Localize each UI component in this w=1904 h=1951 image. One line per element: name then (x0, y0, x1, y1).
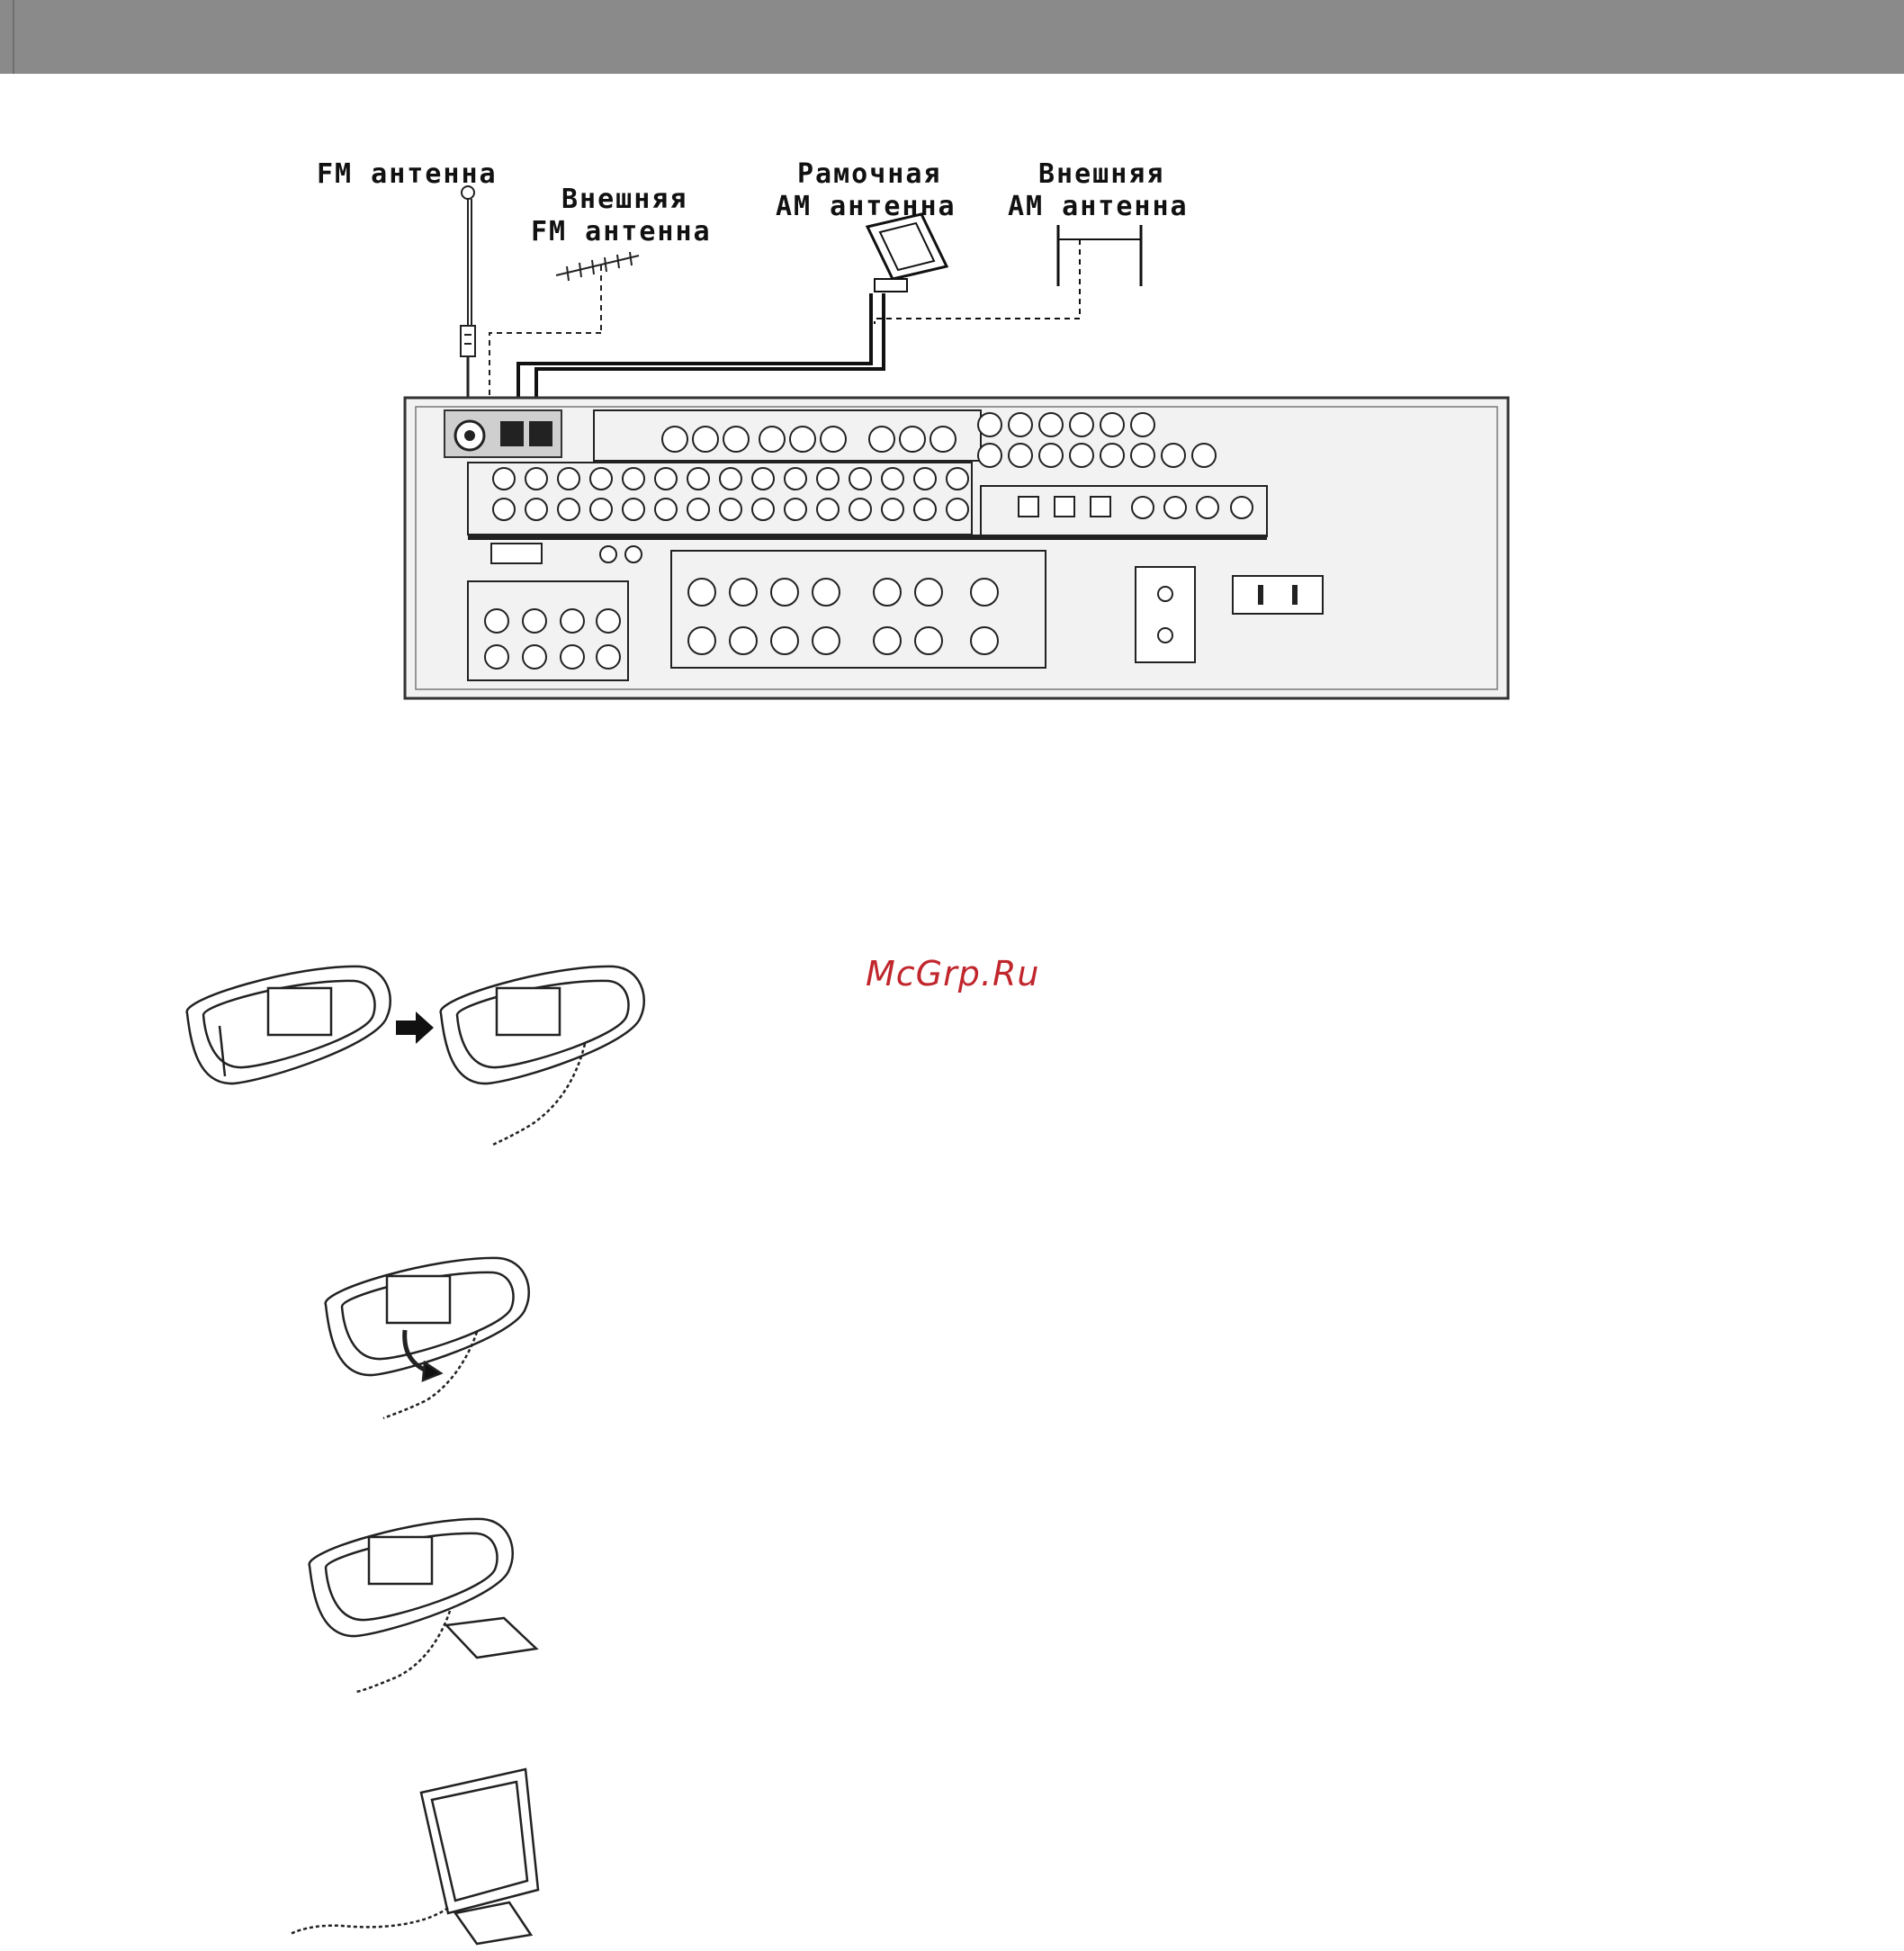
external-fm-label-line1: Внешняя (561, 184, 688, 215)
loop-assembly-step3 (310, 1519, 536, 1692)
external-fm-label-line2: FM антенна (531, 216, 712, 247)
external-am-label-line1: Внешняя (1038, 158, 1165, 190)
loop-am-antenna-icon (518, 214, 947, 423)
loop-am-label-line2: AM антенна (776, 191, 956, 222)
loop-am-label-line1: Рамочная (797, 158, 942, 190)
fm-antenna-icon (461, 186, 475, 423)
loop-assembly-step1 (187, 967, 644, 1145)
arrow-right-icon (396, 1011, 434, 1044)
fm-antenna-label: FM антенна (317, 158, 498, 190)
external-am-label-line2: AM антенна (1008, 191, 1189, 222)
watermark: McGrp.Ru (866, 954, 1040, 993)
receiver-rear-panel (405, 398, 1508, 698)
loop-assembly-step2 (326, 1258, 529, 1418)
loop-assembly-step4 (290, 1769, 538, 1944)
